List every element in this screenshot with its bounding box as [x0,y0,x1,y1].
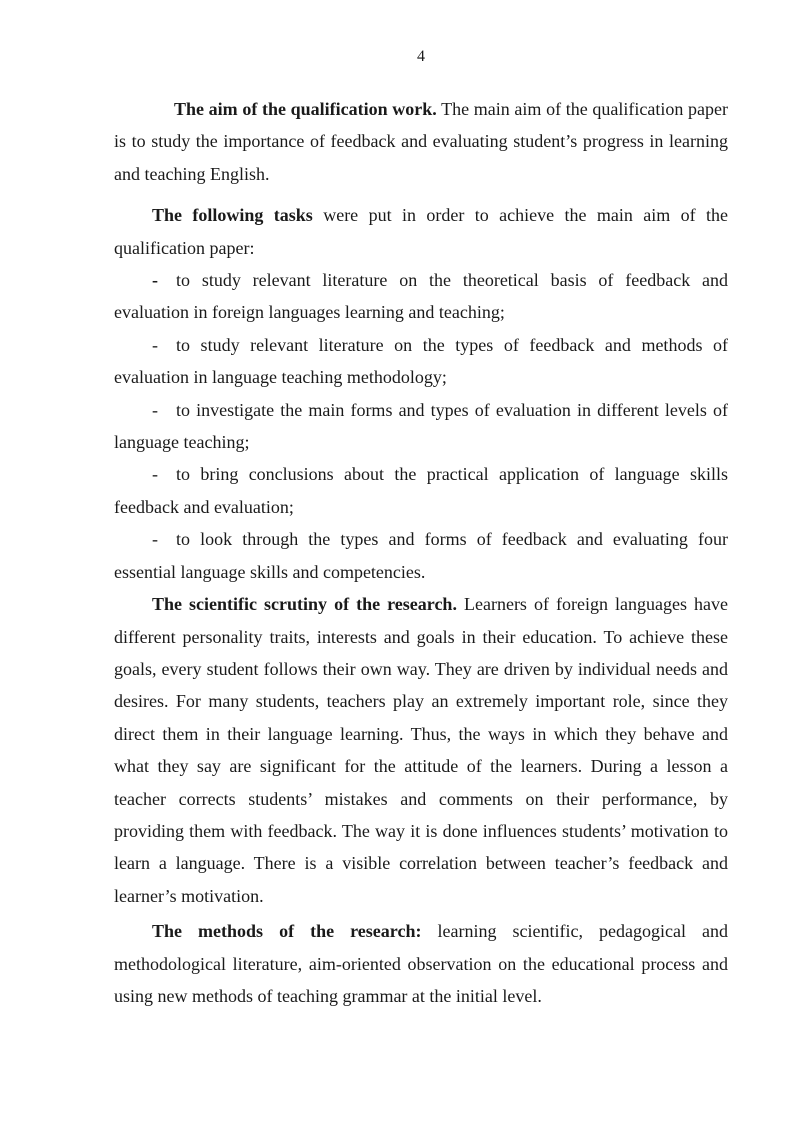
task-item [114,523,728,588]
document-body [114,93,728,1012]
task-item [114,394,728,459]
task-dash: - [152,270,158,291]
task-item [114,264,728,329]
task-dash: - [152,399,158,420]
page-number: 4 [417,48,425,65]
task-dash: - [152,464,158,485]
aim-heading: The aim of the qualification work. [174,99,437,119]
aim-text: The main aim of the qualification paper is to study the importance of feedback and evaluating student’s progress in learning and teaching English. [114,99,728,184]
task-text: to study relevant literature on the types of feedback and methods of evaluation in language teaching methodology; [114,334,728,388]
aim-paragraph [114,93,728,190]
tasks-text: were put in order to achieve the main aim of the qualification paper: [114,205,728,258]
methods-paragraph [114,915,728,1012]
task-dash: - [152,529,158,550]
task-text: to bring conclusions about the practical application of language skills feedback and evaluation; [114,464,728,517]
methods-text: learning scientific, pedagogical and methodological literature, aim-oriented observation on the educational process and using new methods of teaching grammar at the initial level. [114,921,728,1006]
task-item [114,458,728,523]
tasks-heading: The following tasks [152,205,313,226]
task-item [114,329,728,394]
scrutiny-paragraph [114,588,728,912]
scrutiny-text: Learners of foreign languages have different personality traits, interests and goals in their education. To achieve these goals, every student follows their own way. They are driven by individual needs and desires. For many students, teachers play an extremely important role, since they direct them in their language learning. Thus, the ways in which they behave and what they say are significant for the attitude of the learners. During a lesson a teacher corrects students’ mistakes and comments on their performance, by providing them with feedback. The way it is done influences students’ motivation to learn a language. There is a visible correlation between teacher’s feedback and learner’s motivation. [114,594,728,906]
scrutiny-heading: The scientific scrutiny of the research. [152,594,457,615]
tasks-paragraph [114,199,728,264]
task-text: to investigate the main forms and types of evaluation in different levels of language teaching; [114,399,728,453]
task-dash: - [152,334,158,355]
task-text: to study relevant literature on the theoretical basis of feedback and evaluation in foreign languages learning and teaching; [114,270,728,323]
methods-heading: The methods of the research: [152,921,422,942]
task-text: to look through the types and forms of feedback and evaluating four essential language skills and competencies. [114,529,728,582]
